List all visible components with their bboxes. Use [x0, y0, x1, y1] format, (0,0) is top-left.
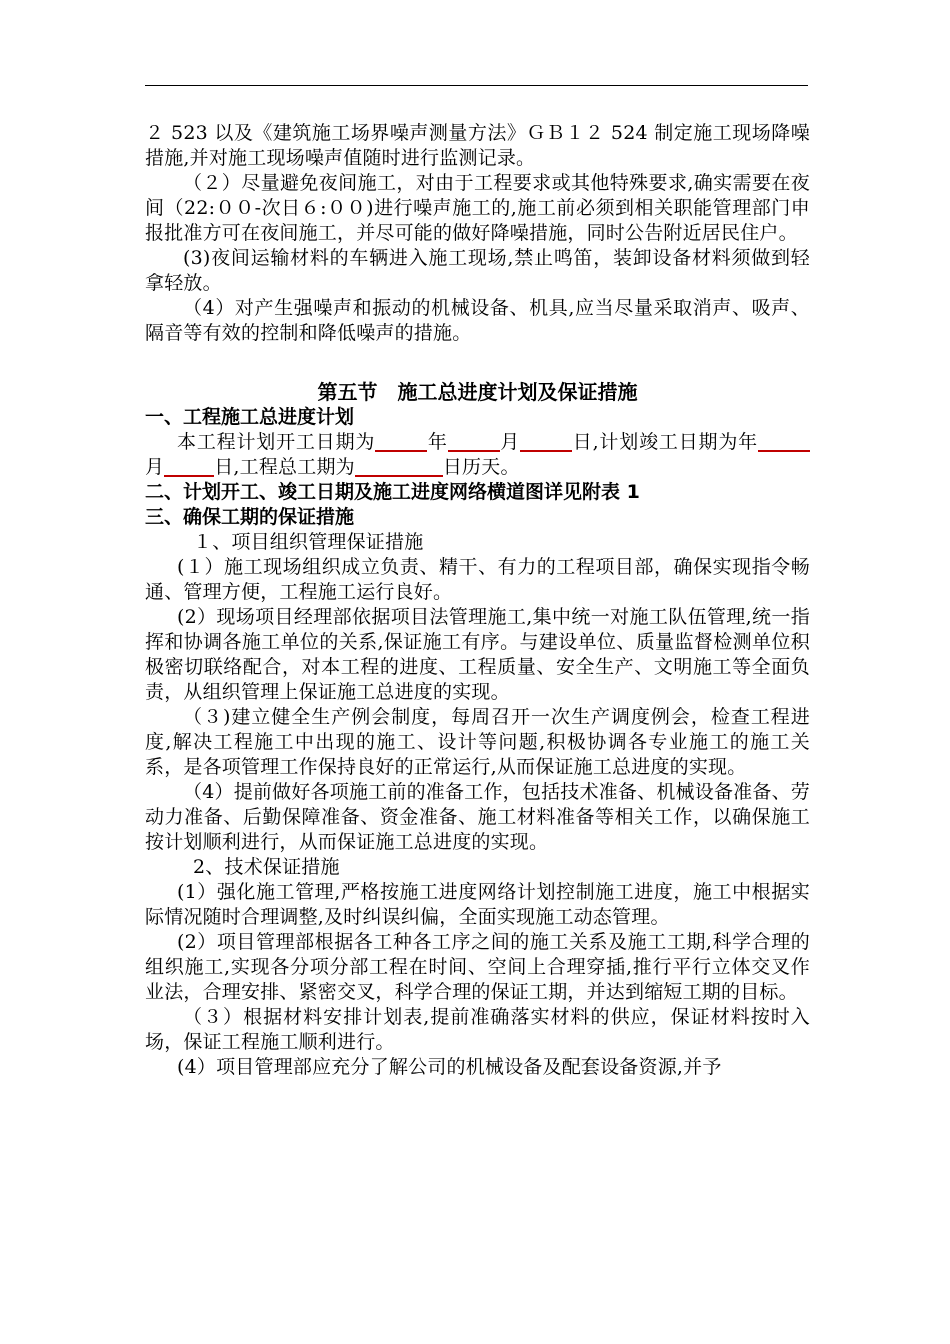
section-title: 第五节 施工总进度计划及保证措施 [317, 380, 638, 404]
subheading-org: １、项目组织管理保证措施 [193, 531, 424, 553]
paragraph: （4）提前做好各项施工前的准备工作，包括技术准备、机械设备准备、劳动力准备、后勤保障准备、资金准备、施工材料准备等相关工作，以确保施工按计划顺利进行，从而保证施工总进度的实现。 [145, 781, 810, 853]
schedule-text: 年 [427, 431, 448, 453]
duration-blank [355, 456, 443, 477]
paragraph: （4）对产生强噪声和振动的机械设备、机具,应当尽量采取消声、吸声、隔音等有效的控制和降低噪声的措施。 [145, 297, 810, 344]
day-blank [164, 456, 214, 477]
paragraph: (1）强化施工管理,严格按施工进度网络计划控制施工进度，施工中根据实际情况随时合理调整,及时纠误纠偏，全面实现施工动态管理。 [145, 881, 810, 928]
schedule-text: 月 [145, 456, 165, 478]
day-blank [520, 431, 572, 452]
schedule-text: 月 [499, 431, 521, 453]
paragraph: (2）项目管理部根据各工种各工序之间的施工关系及施工工期,科学合理的组织施工,实现各分项分部工程在时间、空间上合理穿插,推行平行立体交叉作业法，合理安排、紧密交叉，科学合理的保证工期，并达到缩短工期的目标。 [145, 931, 810, 1003]
heading-network-chart: 二、计划开工、竣工日期及施工进度网络横道图详见附表 1 [145, 481, 640, 503]
heading-guarantee: 三、确保工期的保证措施 [145, 506, 355, 528]
schedule-text: 日历天。 [442, 456, 520, 478]
month-blank [448, 431, 500, 452]
paragraph: ２ 523 以及《建筑施工场界噪声测量方法》ＧＢ１２ 524 制定施工现场降噪措施,并对施工现场噪声值随时进行监测记录。 [145, 122, 810, 169]
schedule-text: 日,工程总工期为 [214, 456, 355, 478]
schedule-text: 日,计划竣工日期为年 [572, 431, 758, 453]
year-blank [375, 431, 427, 452]
paragraph: (１）施工现场组织成立负责、精干、有力的工程项目部，确保实现指令畅通、管理方便，工程施工运行良好。 [145, 556, 810, 603]
year-blank [758, 431, 810, 452]
subheading-tech: 2、技术保证措施 [193, 856, 340, 878]
header-rule [145, 85, 808, 86]
heading-schedule: 一、工程施工总进度计划 [145, 406, 355, 428]
paragraph: (3)夜间运输材料的车辆进入施工现场,禁止鸣笛，装卸设备材料须做到轻拿轻放。 [145, 247, 810, 294]
paragraph: (4）项目管理部应充分了解公司的机械设备及配套设备资源,并予 [177, 1056, 722, 1078]
paragraph: (2）现场项目经理部依据项目法管理施工,集中统一对施工队伍管理,统一指挥和协调各施工单位的关系,保证施工有序。与建设单位、质量监督检测单位积极密切联络配合，对本工程的进度、工程质量、安全生产、文明施工等全面负责，从组织管理上保证施工总进度的实现。 [145, 606, 810, 703]
schedule-text: 本工程计划开工日期为 [177, 431, 376, 453]
paragraph: （３)建立健全生产例会制度，每周召开一次生产调度例会，检查工程进度,解决工程施工中出现的施工、设计等问题,积极协调各专业施工的施工关系，是各项管理工作保持良好的正常运行,从而保证施工总进度的实现。 [145, 706, 810, 778]
document-body [145, 121, 810, 1080]
schedule-paragraph [145, 430, 810, 480]
paragraph: （３）根据材料安排计划表,提前准确落实材料的供应，保证材料按时入场，保证工程施工顺利进行。 [145, 1006, 810, 1053]
paragraph: （２）尽量避免夜间施工，对由于工程要求或其他特殊要求,确实需要在夜间（22:００-次日６:００)进行噪声施工的,施工前必须到相关职能管理部门申报批准方可在夜间施工，并尽可能的做好降噪措施，同时公告附近居民住户。 [145, 172, 810, 244]
